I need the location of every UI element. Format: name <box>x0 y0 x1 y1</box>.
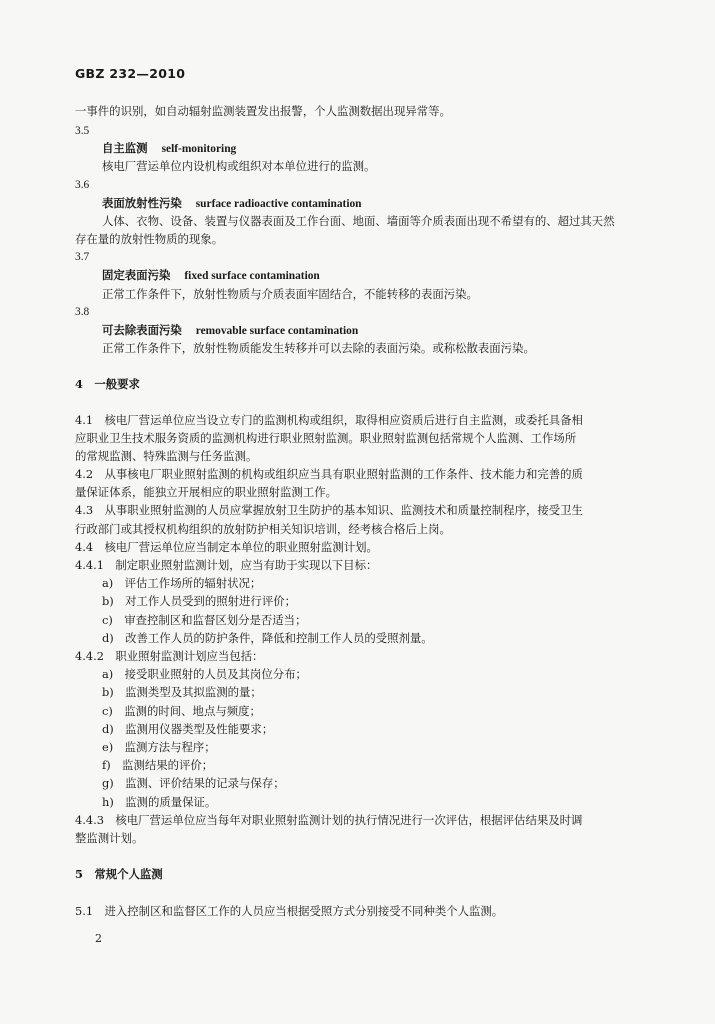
paragraph-line: 4.4.3 核电厂营运单位应当每年对职业照射监测计划的执行情况进行一次评估，根据评估结果及时调 <box>75 813 583 827</box>
list-item: h) 监测的质量保证。 <box>102 795 217 809</box>
term-entry <box>102 323 358 339</box>
term-entry <box>102 196 362 212</box>
clause-number: 3.6 <box>75 179 90 191</box>
term-zh: 自主监测 <box>102 141 148 155</box>
paragraph-line: 4.3 从事职业照射监测的人员应掌握放射卫生防护的基本知识、监测技术和质量控制程序，接受卫生 <box>75 503 583 517</box>
paragraph-line: 4.4.1 制定职业照射监测计划，应当有助于实现以下目标： <box>75 558 378 572</box>
term-en: self-monitoring <box>161 143 237 155</box>
term-zh: 固定表面污染 <box>102 268 171 282</box>
clause-number: 3.7 <box>75 251 90 263</box>
paragraph-line: 一事件的识别，如自动辐射监测装置发出报警，个人监测数据出现异常等。 <box>75 104 451 118</box>
clause-number: 3.8 <box>75 306 90 318</box>
paragraph-line: 4.1 核电厂营运单位应当设立专门的监测机构或组织，取得相应资质后进行自主监测，或委托具备相 <box>75 413 583 427</box>
page-number: 2 <box>95 932 102 945</box>
clause-number: 3.5 <box>75 125 90 137</box>
list-item: c) 审查控制区和监督区划分是否适当； <box>102 613 307 627</box>
paragraph-line: 应职业卫生技术服务资质的监测机构进行职业照射监测。职业照射监测包括常规个人监测、工作场所 <box>75 431 577 445</box>
section-heading: 4 一般要求 <box>75 377 140 391</box>
paragraph-line: 的常规监测、特殊监测与任务监测。 <box>75 449 258 463</box>
list-item: c) 监测的时间、地点与频度； <box>102 704 261 718</box>
definition-line: 正常工作条件下，放射性物质与介质表面牢固结合，不能转移的表面污染。 <box>102 287 478 301</box>
definition-line: 存在量的放射性物质的现象。 <box>75 232 224 246</box>
section-heading: 5 常规个人监测 <box>75 867 163 881</box>
list-item: d) 监测用仪器类型及性能要求； <box>102 722 274 736</box>
list-item: g) 监测、评价结果的记录与保存； <box>102 776 285 790</box>
paragraph-line: 4.4 核电厂营运单位应当制定本单位的职业照射监测计划。 <box>75 540 378 554</box>
definition-line: 正常工作条件下，放射性物质能发生转移并可以去除的表面污染。或称松散表面污染。 <box>102 341 535 355</box>
term-en: fixed surface contamination <box>184 270 320 282</box>
paragraph-line: 行政部门或其授权机构组织的放射防护相关知识培训，经考核合格后上岗。 <box>75 522 451 536</box>
list-item: f) 监测结果的评价； <box>102 758 214 772</box>
list-item: b) 对工作人员受到的照射进行评价； <box>102 594 296 608</box>
paragraph-line: 整监测计划。 <box>75 831 144 845</box>
definition-line: 核电厂营运单位内设机构或组织对本单位进行的监测。 <box>102 159 376 173</box>
term-zh: 可去除表面污染 <box>102 323 182 337</box>
term-en: removable surface contamination <box>195 325 359 337</box>
list-item: a) 接受职业照射的人员及其岗位分布； <box>102 667 307 681</box>
paragraph-line: 4.4.2 职业照射监测计划应当包括： <box>75 649 264 663</box>
term-entry <box>102 268 320 284</box>
definition-line: 人体、衣物、设备、装置与仪器表面及工作台面、地面、墙面等介质表面出现不希望有的、超过其天然 <box>102 214 615 228</box>
paragraph-line: 5.1 进入控制区和监督区工作的人员应当根据受照方式分别接受不同种类个人监测。 <box>75 904 504 918</box>
list-item: d) 改善工作人员的防护条件，降低和控制工作人员的受照剂量。 <box>102 631 433 645</box>
term-zh: 表面放射性污染 <box>102 196 182 210</box>
term-entry <box>102 141 236 157</box>
paragraph-line: 4.2 从事核电厂职业照射监测的机构或组织应当具有职业照射监测的工作条件、技术能力和完善的质 <box>75 467 583 481</box>
standard-code-header: GBZ 232—2010 <box>75 66 186 81</box>
list-item: e) 监测方法与程序； <box>102 740 216 754</box>
term-en: surface radioactive contamination <box>195 198 362 210</box>
paragraph-line: 量保证体系，能独立开展相应的职业照射监测工作。 <box>75 485 337 499</box>
list-item: b) 监测类型及其拟监测的量； <box>102 685 262 699</box>
list-item: a) 评估工作场所的辐射状况； <box>102 576 262 590</box>
